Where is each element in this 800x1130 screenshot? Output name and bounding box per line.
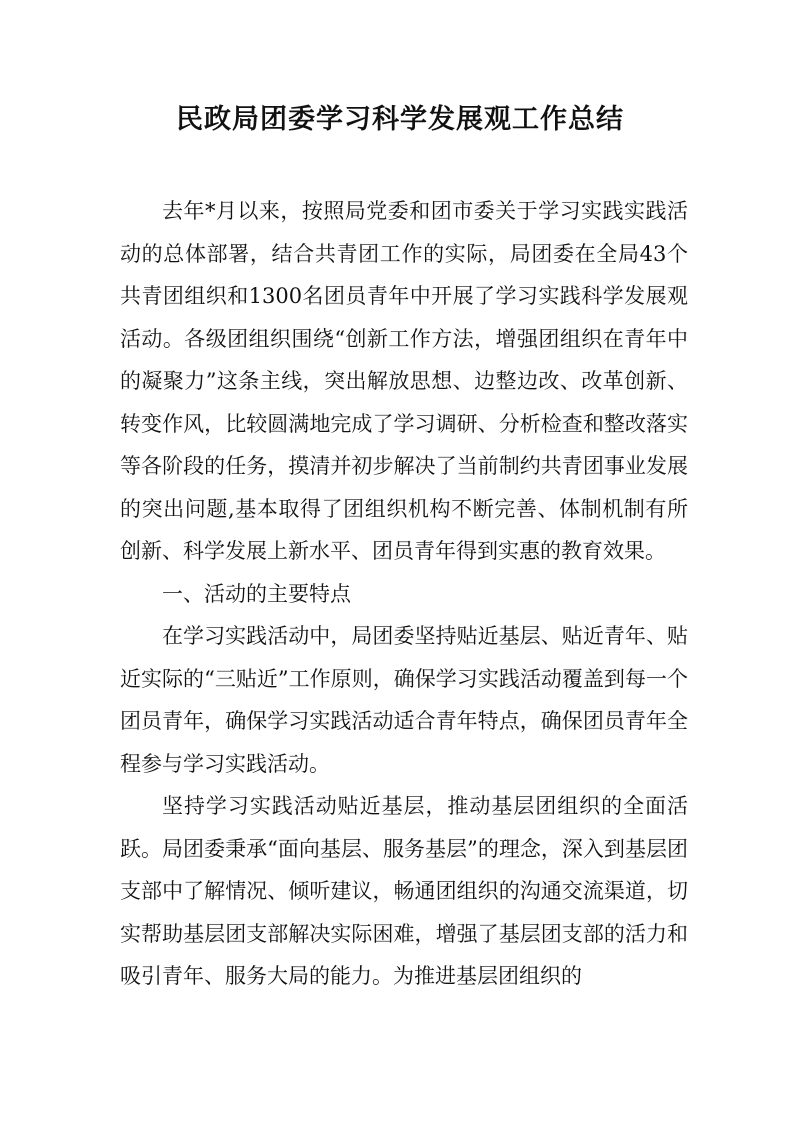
paragraph-grassroots: 坚持学习实践活动贴近基层，推动基层团组织的全面活跃。局团委秉承“面向基层、服务基层”的理念，深入到基层团支部中了解情况、倾听建议，畅通团组织的沟通交流渠道，切实帮助基层团支部解决实际困难，增强了基层团支部的活力和吸引青年、服务大局的能力。为推进基层团组织的: [120, 794, 688, 988]
document-body: [120, 190, 688, 998]
document-title: 民政局团委学习科学发展观工作总结: [176, 104, 624, 135]
paragraph-features: 在学习实践活动中，局团委坚持贴近基层、贴近青年、贴近实际的“三贴近”工作原则，确保学习实践活动覆盖到每一个团员青年，确保学习实践活动适合青年特点，确保团员青年全程参与学习实践活动。: [120, 624, 688, 776]
paragraph-intro: 去年*月以来，按照局党委和团市委关于学习实践实践活动的总体部署，结合共青团工作的实际，局团委在全局43个共青团组织和1300名团员青年中开展了学习实践科学发展观活动。各级团组织围绕“创新工作方法，增强团组织在青年中的凝聚力”这条主线，突出解放思想、边整边改、改革创新、转变作风，比较圆满地完成了学习调研、分析检查和整改落实等各阶段的任务，摸清并初步解决了当前制约共青团事业发展的突出问题,基本取得了团组织机构不断完善、体制机制有所创新、科学发展上新水平、团员青年得到实惠的教育效果。: [120, 199, 688, 563]
section-heading: 一、活动的主要特点: [162, 581, 351, 606]
